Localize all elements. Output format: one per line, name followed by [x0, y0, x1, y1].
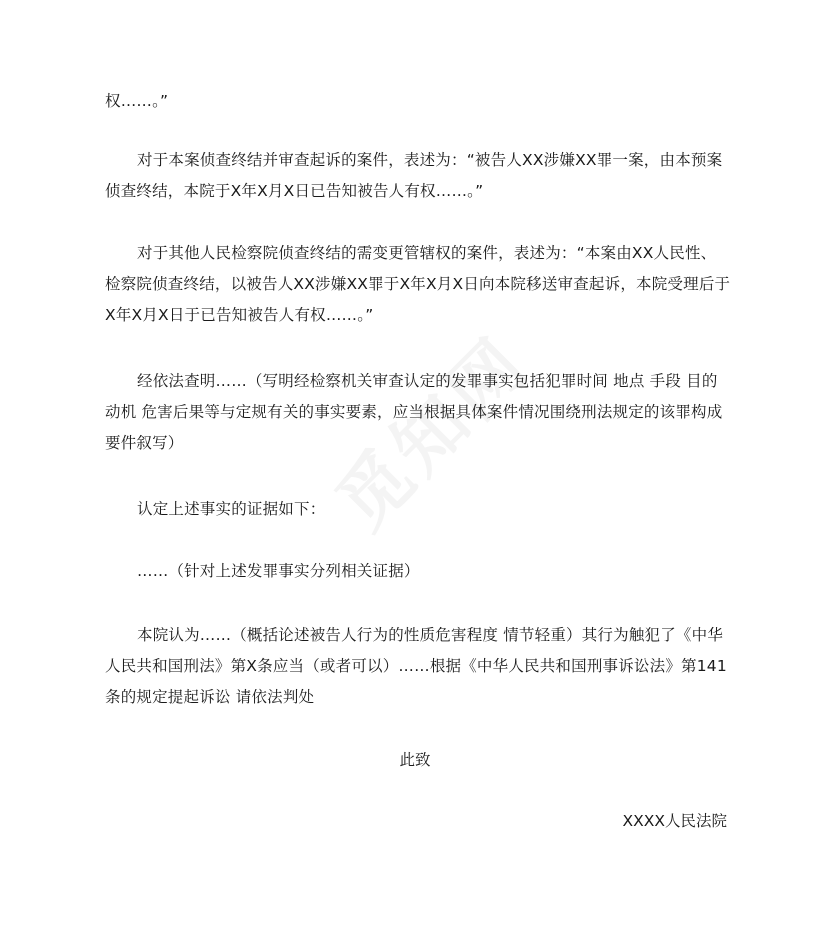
- text-line: 要件叙写）: [105, 434, 184, 452]
- paragraph-conclusion: [105, 620, 727, 713]
- text-line: X年X月X日于已告知被告人有权……。”: [105, 306, 374, 324]
- text-line: 条的规定提起诉讼 请依法判处: [105, 688, 315, 706]
- text-line: ……（针对上述发罪事实分列相关证据）: [137, 562, 420, 580]
- signature: XXXX人民法院: [622, 812, 727, 830]
- paragraph-jurisdiction: [105, 238, 731, 331]
- paragraph-evidence-list: [105, 556, 727, 587]
- paragraph-continuation: [105, 86, 727, 117]
- text-line: 人民共和国刑法》第X条应当（或者可以）……根据《中华人民共和国刑事诉讼法》第141: [105, 657, 727, 675]
- text-line: 经依法查明……（写明经检察机关审查认定的发罪事实包括犯罪时间 地点 手段 目的: [137, 372, 718, 390]
- text-line: 本院认为……（概括论述被告人行为的性质危害程度 情节轻重）其行为触犯了《中华: [137, 626, 724, 644]
- text-line: 权……。”: [105, 92, 169, 110]
- text-line: 检察院侦查终结，以被告人XX涉嫌XX罪于X年X月X日向本院移送审查起诉，本院受理后于: [105, 275, 731, 293]
- text-line: 动机 危害后果等与定规有关的事实要素，应当根据具体案件情况围绕刑法规定的该罪构成: [105, 403, 723, 421]
- text-line: 对于本案侦查终结并审查起诉的案件，表述为：“被告人XX涉嫌XX罪一案，由本预案: [137, 151, 723, 169]
- closing-salutation: 此致: [399, 751, 431, 769]
- paragraph-case-review: [105, 145, 727, 207]
- text-line: 侦查终结，本院于X年X月X日已告知被告人有权……。”: [105, 182, 484, 200]
- paragraph-facts: [105, 366, 727, 459]
- text-line: 认定上述事实的证据如下：: [137, 500, 326, 518]
- paragraph-evidence-intro: [105, 494, 727, 525]
- text-line: 对于其他人民检察院侦查终结的需变更管辖权的案件，表述为：“本案由XX人民性、: [137, 244, 717, 262]
